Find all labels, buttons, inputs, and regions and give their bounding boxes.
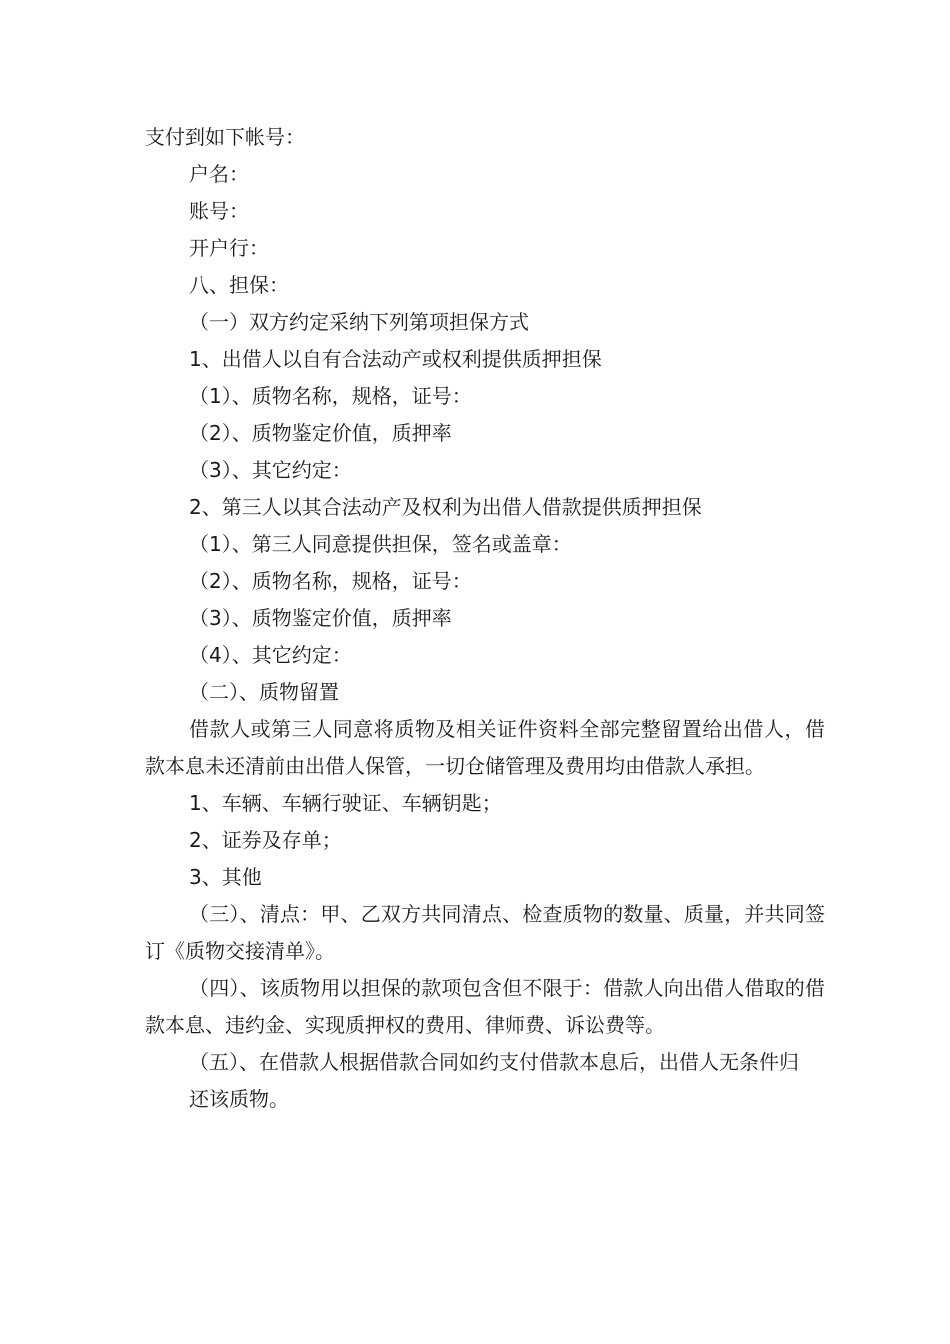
third-party-item-value-line: （3）、质物鉴定价值，质押率 <box>189 606 452 630</box>
bank-label: 开户行： <box>189 236 269 260</box>
third-party-pledge-line: 2、第三人以其合法动产及权利为出借人借款提供质押担保 <box>189 495 702 519</box>
lender-pledge-line: 1、出借人以自有合法动产或权利提供质押担保 <box>189 347 602 371</box>
guarantee-scope-paragraph: （四）、该质物用以担保的款项包含但不限于：借款人向出借人借取的借款本息、违约金、实现质押权的费用、律师费、诉讼费等。 <box>145 976 825 1037</box>
account-name-label: 户名： <box>189 162 249 186</box>
document-body <box>145 119 825 1118</box>
inventory-check-paragraph: （三）、清点：甲、乙双方共同清点、检查质物的数量、质量，并共同签订《质物交接清单》。 <box>145 902 825 963</box>
third-party-other-line: （4）、其它约定： <box>189 643 352 667</box>
third-party-consent-line: （1）、第三人同意提供担保，签名或盖章： <box>189 532 572 556</box>
retention-item-vehicle: 1、车辆、车辆行驶证、车辆钥匙； <box>189 791 502 815</box>
account-number-label: 账号： <box>189 199 249 223</box>
third-party-item-name-line: （2）、质物名称，规格，证号： <box>189 569 472 593</box>
pledge-return-tail: 还该质物。 <box>189 1087 289 1111</box>
guarantee-method-line: （一）双方约定采纳下列第项担保方式 <box>189 310 529 334</box>
retention-item-securities: 2、证券及存单； <box>189 828 342 852</box>
pledge-item-value-line: （2）、质物鉴定价值，质押率 <box>189 421 452 445</box>
pledge-return-paragraph: （五）、在借款人根据借款合同如约支付借款本息后，出借人无条件归 <box>189 1050 799 1074</box>
pledge-item-name-line: （1）、质物名称，规格，证号： <box>189 384 472 408</box>
retention-item-other: 3、其他 <box>189 865 262 889</box>
retention-heading: （二）、质物留置 <box>189 680 339 704</box>
payment-account-heading: 支付到如下帐号： <box>145 125 305 149</box>
retention-paragraph: 借款人或第三人同意将质物及相关证件资料全部完整留置给出借人，借款本息未还清前由出借人保管，一切仓储管理及费用均由借款人承担。 <box>145 717 825 778</box>
pledge-other-line: （3）、其它约定： <box>189 458 352 482</box>
section-guarantee-heading: 八、担保： <box>189 273 289 297</box>
